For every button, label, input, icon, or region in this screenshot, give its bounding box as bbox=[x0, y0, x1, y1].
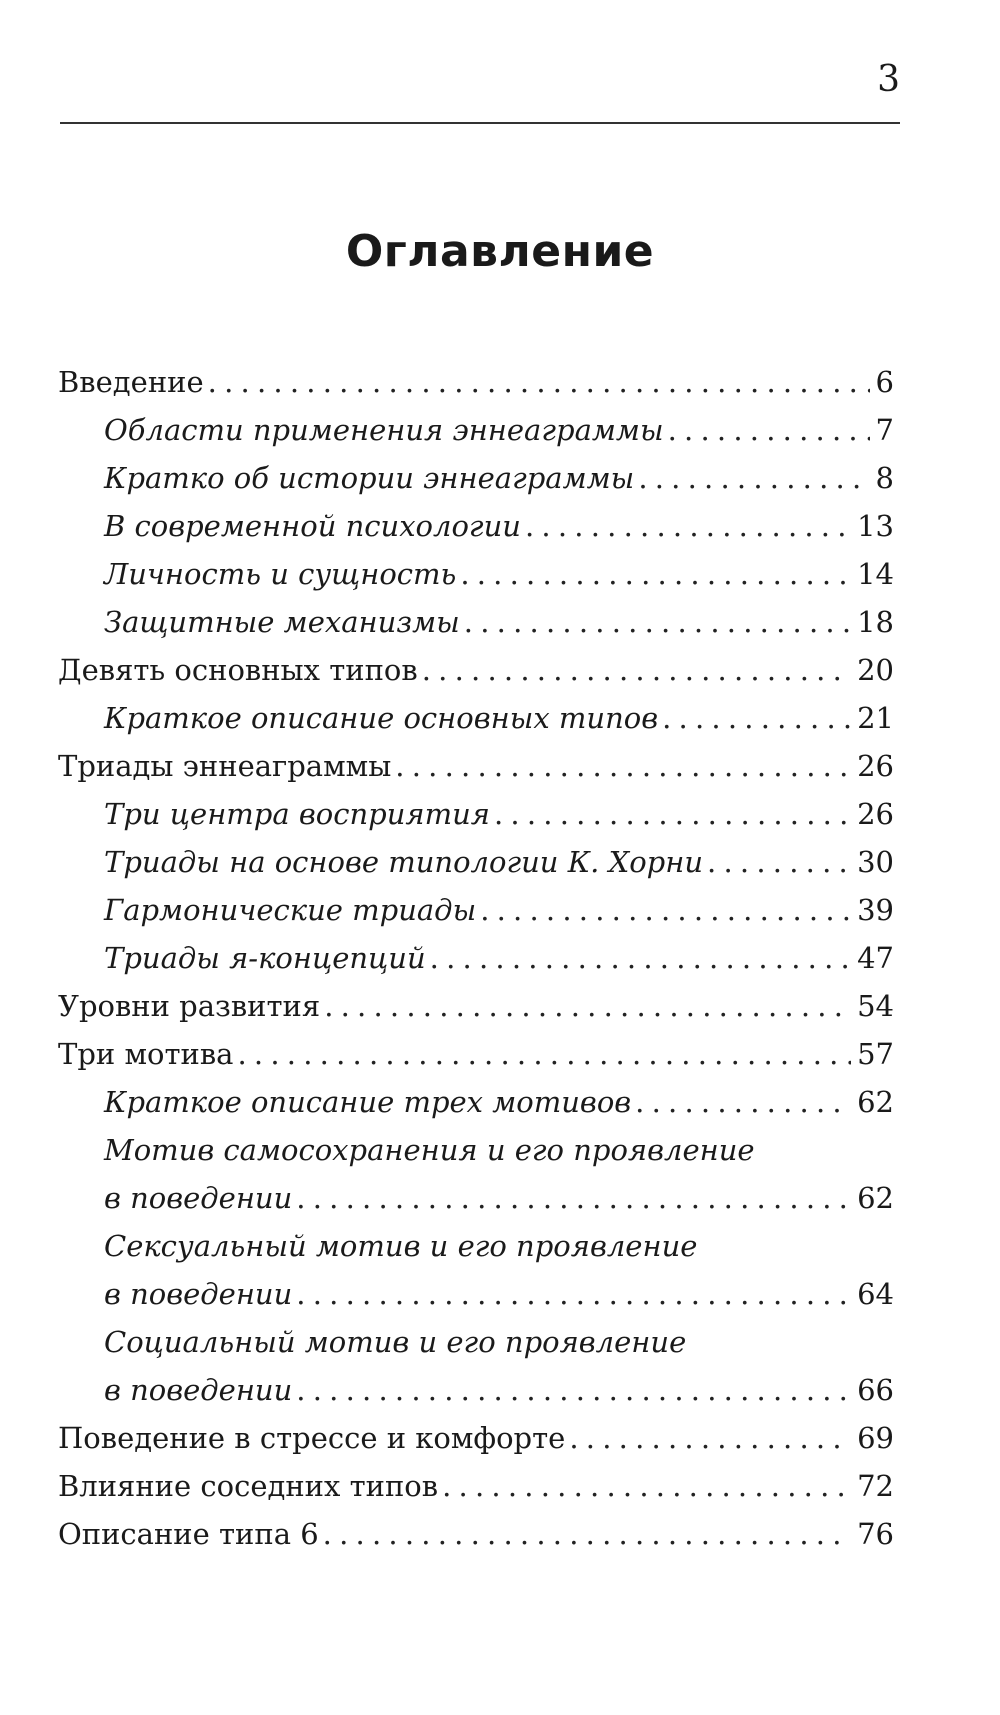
dot-leader bbox=[323, 1510, 851, 1558]
toc-entry-page: 13 bbox=[857, 509, 894, 543]
toc-entry-title: Три центра восприятия bbox=[104, 797, 490, 831]
toc-entry[interactable] bbox=[58, 1414, 894, 1462]
toc-entry[interactable] bbox=[58, 742, 894, 790]
dot-leader bbox=[324, 982, 851, 1030]
toc-entry-page: 7 bbox=[875, 413, 894, 447]
toc-entry-title: Личность и сущность bbox=[104, 557, 457, 591]
toc-entry-page: 64 bbox=[857, 1277, 894, 1311]
toc-entry-title: В современной психологии bbox=[104, 509, 521, 543]
dot-leader bbox=[296, 1174, 851, 1222]
dot-leader bbox=[635, 1078, 851, 1126]
toc-subentry[interactable] bbox=[58, 406, 894, 454]
toc-entry-title: Триады я-концепций bbox=[104, 941, 426, 975]
toc-entry-page: 14 bbox=[857, 557, 894, 591]
toc-subentry-first-line[interactable]: Сексуальный мотив и его проявление bbox=[104, 1229, 698, 1263]
dot-leader bbox=[442, 1462, 851, 1510]
toc-subentry[interactable] bbox=[58, 502, 894, 550]
toc-entry-page: 20 bbox=[857, 653, 894, 687]
toc-entry-title: Девять основных типов bbox=[58, 653, 418, 687]
dot-leader bbox=[569, 1414, 851, 1462]
dot-leader bbox=[480, 886, 851, 934]
toc-entry-page: 21 bbox=[857, 701, 894, 735]
toc-subentry[interactable] bbox=[58, 1366, 894, 1414]
toc-subentry-first-line[interactable]: Социальный мотив и его проявление bbox=[104, 1325, 687, 1359]
dot-leader bbox=[668, 406, 870, 454]
toc-entry-title: Кратко об истории эннеаграммы bbox=[104, 461, 635, 495]
toc-entry[interactable] bbox=[58, 358, 894, 406]
toc-entry[interactable] bbox=[58, 1030, 894, 1078]
toc-entry-title: Краткое описание основных типов bbox=[104, 701, 659, 735]
dot-leader bbox=[707, 838, 851, 886]
toc-entry-page: 57 bbox=[857, 1037, 894, 1071]
dot-leader bbox=[525, 502, 851, 550]
header-rule bbox=[60, 122, 900, 124]
toc-entry-page: 62 bbox=[857, 1085, 894, 1119]
toc-subentry[interactable] bbox=[58, 598, 894, 646]
toc-entry-title: Поведение в стрессе и комфорте bbox=[58, 1421, 566, 1455]
dot-leader bbox=[638, 454, 869, 502]
dot-leader bbox=[395, 742, 851, 790]
toc-entry-page: 26 bbox=[857, 797, 894, 831]
toc-entry[interactable] bbox=[58, 1462, 894, 1510]
toc-entry[interactable] bbox=[58, 982, 894, 1030]
toc-entry-page: 66 bbox=[857, 1373, 894, 1407]
toc-entry-title: Влияние соседних типов bbox=[58, 1469, 439, 1503]
page-title: Оглавление bbox=[345, 226, 655, 277]
toc-entry-title: в поведении bbox=[104, 1277, 293, 1311]
toc-entry-title: Триады эннеаграммы bbox=[58, 749, 392, 783]
toc-subentry-first-line[interactable]: Мотив самосохранения и его проявление bbox=[104, 1133, 755, 1167]
toc-subentry[interactable] bbox=[58, 886, 894, 934]
dot-leader bbox=[460, 550, 851, 598]
dot-leader bbox=[662, 694, 851, 742]
toc-entry[interactable] bbox=[58, 646, 894, 694]
toc-entry-page: 54 bbox=[857, 989, 894, 1023]
toc-entry-title: Введение bbox=[58, 365, 204, 399]
toc-entry-page: 6 bbox=[875, 365, 894, 399]
dot-leader bbox=[464, 598, 851, 646]
toc-entry-page: 8 bbox=[875, 461, 894, 495]
toc-entry-page: 30 bbox=[857, 845, 894, 879]
table-of-contents bbox=[58, 358, 894, 1558]
toc-subentry[interactable] bbox=[58, 1270, 894, 1318]
toc-entry-title: в поведении bbox=[104, 1181, 293, 1215]
toc-subentry[interactable] bbox=[58, 934, 894, 982]
dot-leader bbox=[296, 1366, 851, 1414]
dot-leader bbox=[430, 934, 851, 982]
toc-entry-title: Три мотива bbox=[58, 1037, 234, 1071]
toc-entry-title: Области применения эннеаграммы bbox=[104, 413, 664, 447]
dot-leader bbox=[237, 1030, 851, 1078]
toc-subentry[interactable] bbox=[58, 790, 894, 838]
toc-entry-title: Триады на основе типологии К. Хорни bbox=[104, 845, 704, 879]
dot-leader bbox=[422, 646, 851, 694]
toc-subentry[interactable] bbox=[58, 694, 894, 742]
toc-entry-title: в поведении bbox=[104, 1373, 293, 1407]
toc-subentry[interactable] bbox=[58, 1174, 894, 1222]
toc-subentry[interactable] bbox=[58, 454, 894, 502]
dot-leader bbox=[208, 358, 870, 406]
toc-entry-page: 76 bbox=[857, 1517, 894, 1551]
toc-entry-page: 26 bbox=[857, 749, 894, 783]
toc-subentry[interactable] bbox=[58, 1078, 894, 1126]
page-number: 3 bbox=[877, 59, 900, 100]
toc-entry-title: Гармонические триады bbox=[104, 893, 477, 927]
toc-entry[interactable] bbox=[58, 1510, 894, 1558]
dot-leader bbox=[494, 790, 851, 838]
toc-subentry[interactable] bbox=[58, 838, 894, 886]
dot-leader bbox=[296, 1270, 851, 1318]
toc-entry-page: 62 bbox=[857, 1181, 894, 1215]
toc-entry-title: Описание типа 6 bbox=[58, 1517, 319, 1551]
toc-entry-page: 18 bbox=[857, 605, 894, 639]
toc-subentry[interactable] bbox=[58, 550, 894, 598]
toc-entry-page: 47 bbox=[857, 941, 894, 975]
toc-entry-title: Уровни развития bbox=[58, 989, 321, 1023]
toc-entry-title: Защитные механизмы bbox=[104, 605, 460, 639]
toc-entry-page: 72 bbox=[857, 1469, 894, 1503]
toc-entry-page: 69 bbox=[857, 1421, 894, 1455]
toc-entry-title: Краткое описание трех мотивов bbox=[104, 1085, 632, 1119]
toc-entry-page: 39 bbox=[857, 893, 894, 927]
